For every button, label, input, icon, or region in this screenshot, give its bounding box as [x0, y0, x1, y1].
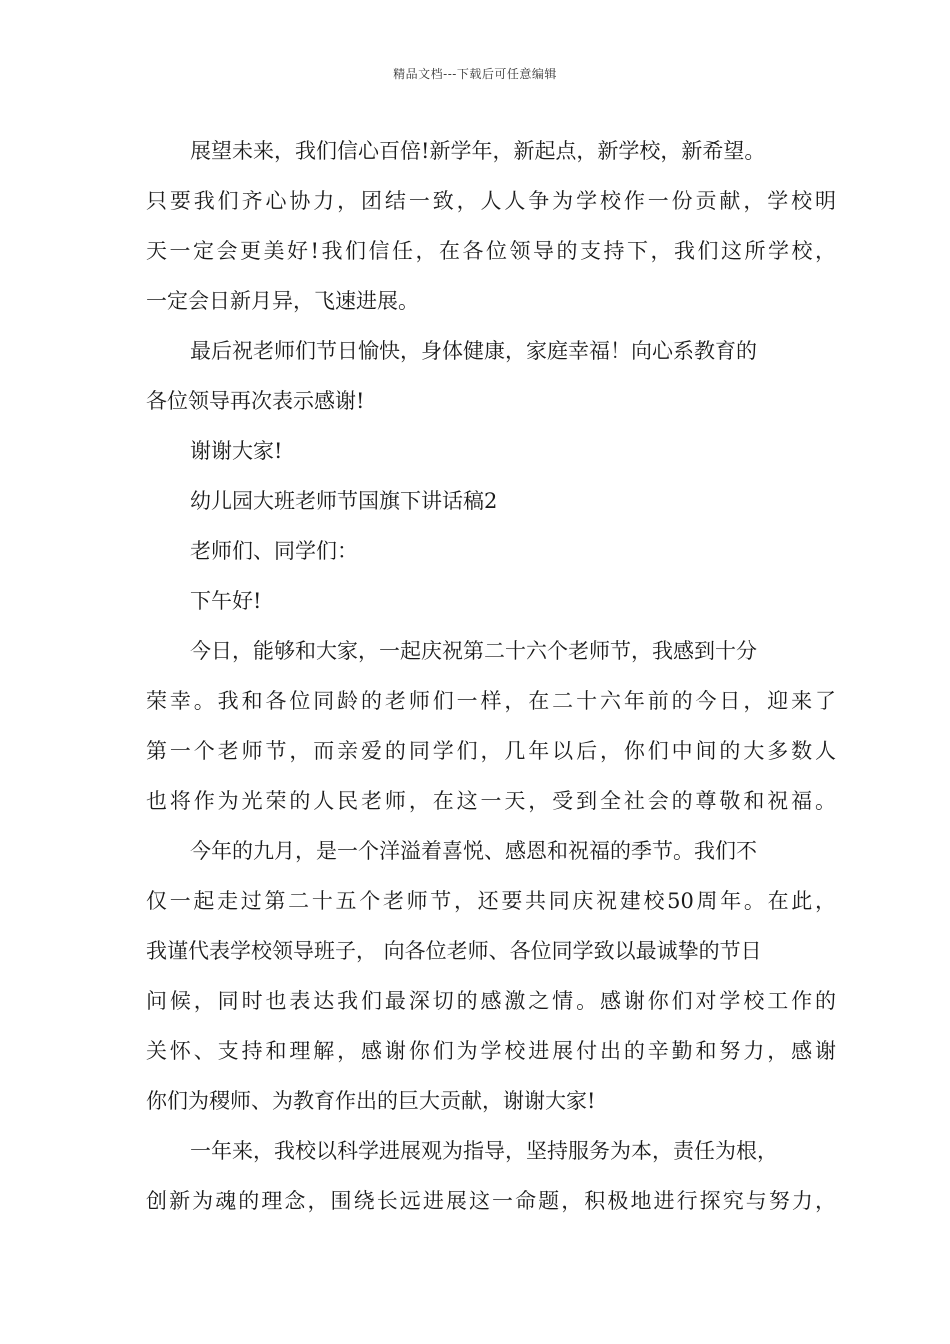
text-line: 一定会日新月异，飞速进展。 — [146, 289, 419, 313]
text-line: 创新为魂的理念，围绕长远进展这一命题，积极地进行探究与努力， — [146, 1189, 836, 1213]
text-line: 仅一起走过第二十五个老师节，还要共同庆祝建校50周年。在此， — [146, 889, 836, 913]
text-line: 也将作为光荣的人民老师，在这一天，受到全社会的尊敬和祝福。 — [146, 789, 836, 813]
page-header: 精品文档---下载后可任意编辑 — [393, 67, 557, 81]
text-line: 关怀、支持和理解，感谢你们为学校进展付出的辛勤和努力，感谢 — [146, 1039, 836, 1063]
text-line: 问候，同时也表达我们最深切的感激之情。感谢你们对学校工作的 — [146, 989, 836, 1013]
text-line: 我谨代表学校领导班子， 向各位老师、各位同学致以最诚挚的节日 — [146, 939, 762, 963]
text-line: 你们为稷师、为教育作出的巨大贡献，谢谢大家! — [146, 1089, 596, 1113]
document-body — [146, 126, 836, 1226]
text-line: 荣幸。我和各位同龄的老师们一样，在二十六年前的今日，迎来了 — [146, 689, 836, 713]
section-title: 幼儿园大班老师节国旗下讲话稿2 — [190, 489, 498, 513]
greeting: 下午好! — [190, 589, 262, 613]
text-line: 只要我们齐心协力，团结一致，人人争为学校作一份贡献，学校明 — [146, 189, 836, 213]
text-line: 一年来，我校以科学进展观为指导，坚持服务为本，责任为根， — [190, 1139, 778, 1163]
text-line: 各位领导再次表示感谢! — [146, 389, 365, 413]
salutation: 老师们、同学们： — [190, 539, 358, 563]
text-line: 谢谢大家! — [190, 439, 283, 463]
text-line: 展望未来，我们信心百倍!新学年，新起点，新学校，新希望。 — [190, 139, 766, 163]
text-line: 天一定会更美好!我们信任，在各位领导的支持下，我们这所学校， — [146, 239, 836, 263]
text-line: 今年的九月，是一个洋溢着喜悦、感恩和祝福的季节。我们不 — [190, 839, 757, 863]
text-line: 今日，能够和大家，一起庆祝第二十六个老师节，我感到十分 — [190, 639, 757, 663]
text-line: 最后祝老师们节日愉快，身体健康，家庭幸福！向心系教育的 — [190, 339, 757, 363]
text-line: 第一个老师节，而亲爱的同学们，几年以后，你们中间的大多数人 — [146, 739, 836, 763]
